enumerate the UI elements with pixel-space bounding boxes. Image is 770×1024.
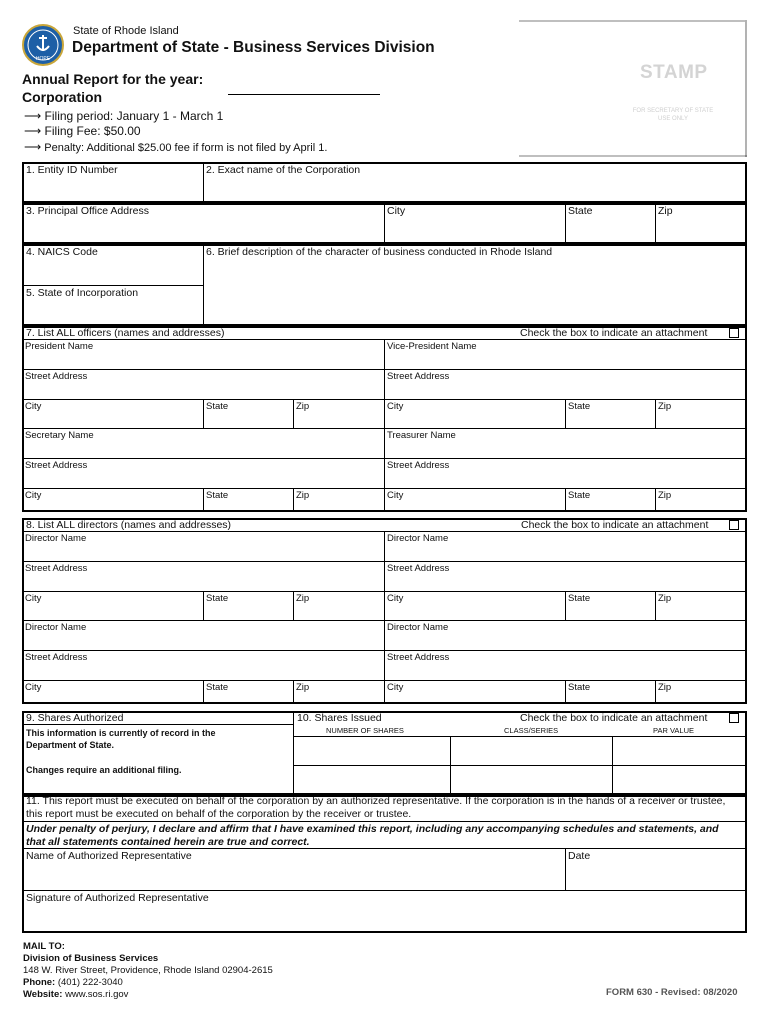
treasurer-state-label: State bbox=[568, 490, 591, 501]
president-zip-label: Zip bbox=[296, 401, 310, 412]
shares-authorized-heading: 9. Shares Authorized bbox=[26, 712, 124, 724]
secretary-street-label: Street Address bbox=[25, 460, 88, 471]
secretary-state-label: State bbox=[206, 490, 229, 501]
director2-name-label: Director Name bbox=[387, 533, 449, 544]
director4-street-label: Street Address bbox=[387, 652, 450, 663]
mail-to-label: MAIL TO: bbox=[23, 941, 65, 952]
year-input-line[interactable] bbox=[228, 94, 380, 95]
shares-change-note: Changes require an additional filing. bbox=[26, 765, 182, 775]
secretary-name-label: Secretary Name bbox=[25, 430, 94, 441]
arrow-right-icon: ⟶ bbox=[24, 109, 42, 123]
col-class-series: CLASS/SERIES bbox=[504, 726, 559, 735]
officers-check-text: Check the box to indicate an attachment bbox=[520, 327, 708, 339]
president-street-label: Street Address bbox=[25, 371, 88, 382]
stamp-box bbox=[519, 20, 747, 157]
treasurer-street-label: Street Address bbox=[387, 460, 450, 471]
treasurer-city-label: City bbox=[387, 490, 404, 501]
stamp-title: STAMP bbox=[640, 62, 708, 83]
execution-text: 11. This report must be executed on behalf of the corporation by an authorized representative. If the corporation is in the hands of a receiver or trustee, this report must be executed on behalf of the corporation by the receiver or trustee. bbox=[26, 795, 726, 820]
city-label: City bbox=[387, 205, 406, 217]
state-label: State bbox=[568, 205, 593, 217]
shares-issued-heading: 10. Shares Issued bbox=[297, 712, 382, 724]
principal-office-label: 3. Principal Office Address bbox=[26, 205, 149, 217]
vp-state-label: State bbox=[568, 401, 591, 412]
director2-state-label: State bbox=[568, 593, 591, 604]
director1-state-label: State bbox=[206, 593, 229, 604]
col-par-value: PAR VALUE bbox=[653, 726, 694, 735]
svg-text:HOPE: HOPE bbox=[35, 56, 51, 62]
phone-line: Phone: (401) 222-3040 bbox=[23, 977, 123, 988]
entity-id-label: 1. Entity ID Number bbox=[26, 164, 118, 176]
secretary-city-label: City bbox=[25, 490, 42, 501]
report-type: Corporation bbox=[22, 89, 103, 105]
director3-state-label: State bbox=[206, 682, 229, 693]
director3-name-label: Director Name bbox=[25, 622, 87, 633]
vp-city-label: City bbox=[387, 401, 404, 412]
arrow-right-icon: ⟶ bbox=[24, 140, 42, 154]
stamp-subtitle: FOR SECRETARY OF STATE USE ONLY bbox=[632, 108, 714, 122]
signature-label: Signature of Authorized Representative bbox=[26, 892, 209, 904]
filing-period: ⟶ Filing period: January 1 - March 1 bbox=[24, 109, 224, 123]
rep-name-label: Name of Authorized Representative bbox=[26, 850, 192, 862]
state-label: State of Rhode Island bbox=[73, 25, 179, 37]
shares-record-note: This information is currently of record in the Department of State. bbox=[26, 728, 216, 750]
phone-number: (401) 222-3040 bbox=[57, 977, 123, 988]
director3-street-label: Street Address bbox=[25, 652, 88, 663]
naics-label: 4. NAICS Code bbox=[26, 246, 98, 258]
president-name-label: President Name bbox=[25, 341, 94, 352]
director1-zip-label: Zip bbox=[296, 593, 310, 604]
secretary-zip-label: Zip bbox=[296, 490, 310, 501]
directors-heading: 8. List ALL directors (names and addresses) bbox=[26, 519, 232, 531]
penalty-note: ⟶ Penalty: Additional $25.00 fee if form is not filed by April 1. bbox=[24, 140, 328, 154]
vp-street-label: Street Address bbox=[387, 371, 450, 382]
report-title: Annual Report for the year: bbox=[22, 71, 204, 87]
department-title: Department of State - Business Services Division bbox=[72, 39, 435, 56]
shares-attachment-checkbox[interactable] bbox=[729, 713, 739, 723]
president-city-label: City bbox=[25, 401, 42, 412]
directors-attachment-checkbox[interactable] bbox=[729, 520, 739, 530]
exact-name-field[interactable] bbox=[204, 176, 745, 202]
vice-president-name-label: Vice-President Name bbox=[387, 341, 477, 352]
website-link[interactable]: www.sos.ri.gov bbox=[65, 989, 129, 1000]
mailing-address: 148 W. River Street, Providence, Rhode Island 02904-2615 bbox=[23, 965, 273, 976]
officers-heading: 7. List ALL officers (names and addresses) bbox=[26, 327, 225, 339]
president-state-label: State bbox=[206, 401, 229, 412]
director4-name-label: Director Name bbox=[387, 622, 449, 633]
exact-name-label: 2. Exact name of the Corporation bbox=[206, 164, 361, 176]
director2-zip-label: Zip bbox=[658, 593, 672, 604]
director2-city-label: City bbox=[387, 593, 404, 604]
description-label: 6. Brief description of the character of business conducted in Rhode Island bbox=[206, 246, 553, 258]
director2-street-label: Street Address bbox=[387, 563, 450, 574]
shares-check-text: Check the box to indicate an attachment bbox=[520, 712, 708, 724]
form-number: FORM 630 - Revised: 08/2020 bbox=[606, 987, 738, 998]
treasurer-zip-label: Zip bbox=[658, 490, 672, 501]
state-inc-label: 5. State of Incorporation bbox=[26, 287, 139, 299]
vp-zip-label: Zip bbox=[658, 401, 672, 412]
date-label: Date bbox=[568, 850, 591, 862]
state-seal-logo bbox=[22, 24, 64, 66]
director1-name-label: Director Name bbox=[25, 533, 87, 544]
director4-state-label: State bbox=[568, 682, 591, 693]
director4-city-label: City bbox=[387, 682, 404, 693]
director3-zip-label: Zip bbox=[296, 682, 310, 693]
officers-attachment-checkbox[interactable] bbox=[729, 328, 739, 338]
division-name: Division of Business Services bbox=[23, 953, 159, 964]
perjury-statement: Under penalty of perjury, I declare and affirm that I have examined this report, including any accompanying schedules and statements, and that all statements contained herein are true and correct. bbox=[26, 823, 719, 848]
director4-zip-label: Zip bbox=[658, 682, 672, 693]
directors-check-text: Check the box to indicate an attachment bbox=[521, 519, 709, 531]
director1-street-label: Street Address bbox=[25, 563, 88, 574]
website-line: Website: www.sos.ri.gov bbox=[23, 989, 129, 1000]
treasurer-name-label: Treasurer Name bbox=[387, 430, 456, 441]
director3-city-label: City bbox=[25, 682, 42, 693]
zip-label: Zip bbox=[658, 205, 673, 217]
director1-city-label: City bbox=[25, 593, 42, 604]
col-number-of-shares: NUMBER OF SHARES bbox=[326, 726, 404, 735]
filing-fee: ⟶ Filing Fee: $50.00 bbox=[24, 124, 141, 138]
arrow-right-icon: ⟶ bbox=[24, 124, 42, 138]
